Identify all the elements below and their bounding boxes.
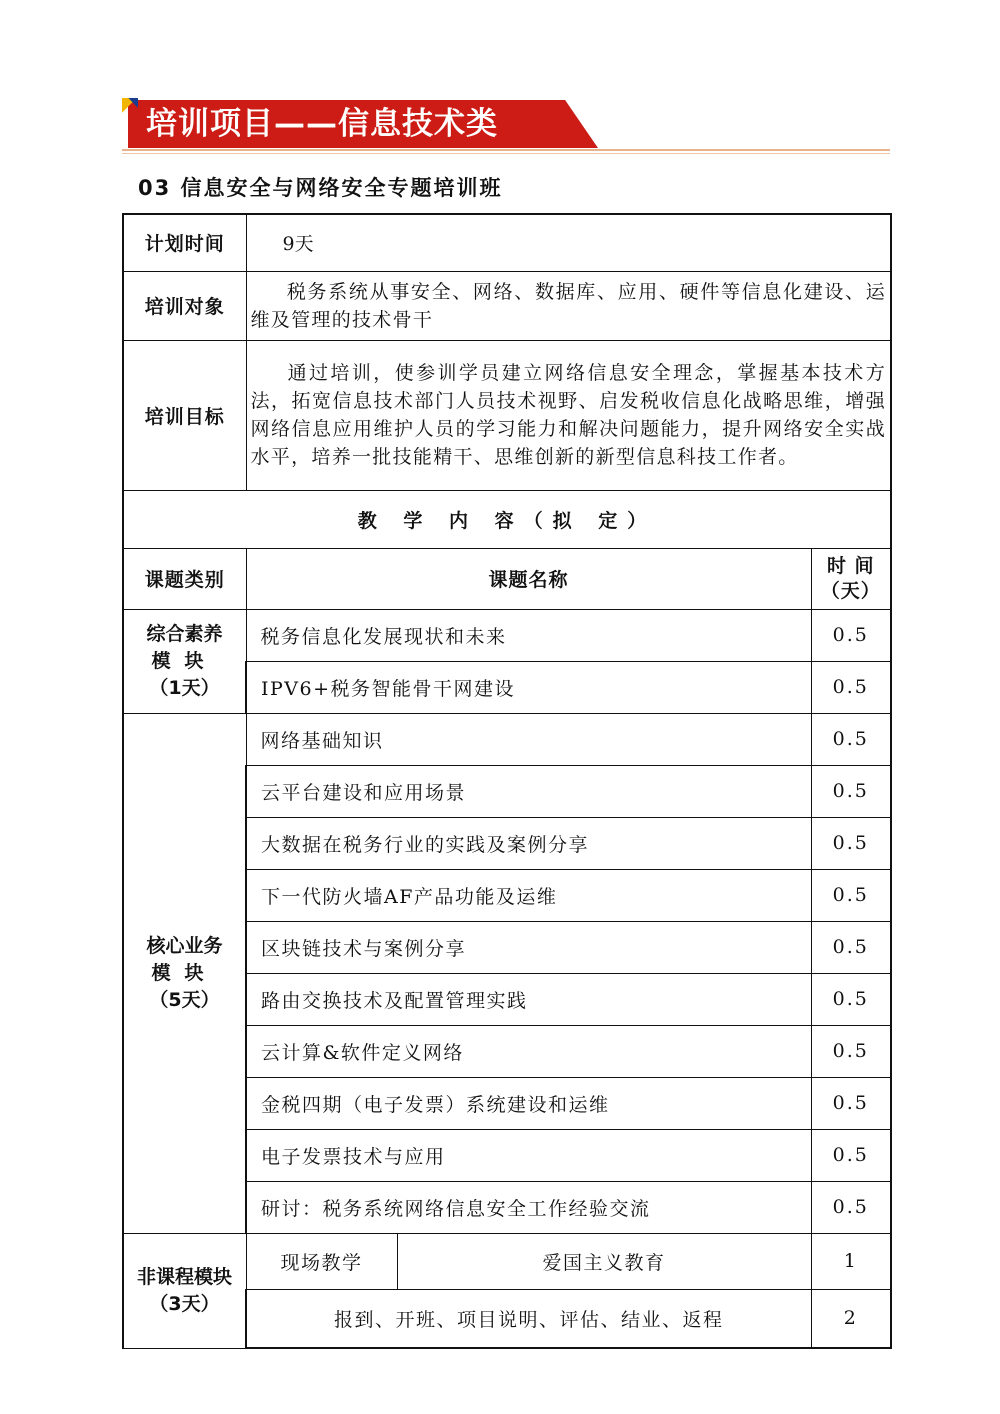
- topic-time: 0.5: [811, 869, 891, 921]
- noncourse-topic-name: 报到、开班、项目说明、评估、结业、返程: [246, 1289, 811, 1348]
- course-title: 03 信息安全与网络安全专题培训班: [138, 176, 503, 200]
- topic-time: 0.5: [811, 921, 891, 973]
- topic-time: 0.5: [811, 1077, 891, 1129]
- module-1-suffix: 模块: [151, 649, 218, 672]
- module-2-category: [123, 713, 246, 1233]
- plan-time-row: [123, 214, 891, 271]
- plan-time-label: 计划时间: [123, 214, 246, 271]
- noncourse-type: 现场教学: [246, 1233, 397, 1289]
- table-row: [123, 713, 891, 765]
- topic-time: 0.5: [811, 817, 891, 869]
- goal-value: 通过培训，使参训学员建立网络信息安全理念，掌握基本技术方法，拓宽信息技术部门人员技术视野、启发税收信息化战略思维，增强网络信息应用维护人员的学习能力和解决问题能力，提升网络安全实战水平，培养一批技能精干、思维创新的新型信息科技工作者。: [250, 362, 887, 468]
- noncourse-topic-time: 1: [811, 1233, 891, 1289]
- column-header-time-line1: 时 间: [826, 554, 875, 577]
- column-header-time: [811, 548, 891, 609]
- target-row: [123, 271, 891, 340]
- banner-title: 培训项目——信息技术类: [146, 106, 498, 142]
- topic-time: 0.5: [811, 1181, 891, 1233]
- noncourse-days: （3天）: [149, 1292, 220, 1315]
- topic-time: 0.5: [811, 713, 891, 765]
- column-header-time-line2: （天）: [820, 579, 881, 602]
- course-table: [122, 213, 892, 1349]
- column-header-name: 课题名称: [246, 548, 811, 609]
- column-header-category: 课题类别: [123, 548, 246, 609]
- topic-time: 0.5: [811, 1025, 891, 1077]
- banner-underline: [122, 149, 890, 151]
- topic-name: 区块链技术与案例分享: [246, 921, 811, 973]
- section-row: [123, 490, 891, 548]
- noncourse-name: 非课程模块: [136, 1265, 232, 1288]
- module-1-category: [123, 609, 246, 713]
- topic-name: 路由交换技术及配置管理实践: [246, 973, 811, 1025]
- goal-label: 培训目标: [123, 340, 246, 490]
- section-banner: [122, 98, 890, 158]
- topic-name: 税务信息化发展现状和未来: [246, 609, 811, 661]
- topic-name: 云计算&软件定义网络: [246, 1025, 811, 1077]
- goal-row: [123, 340, 891, 490]
- noncourse-category: [123, 1233, 246, 1348]
- module-1-name: 综合素养: [146, 622, 223, 645]
- topic-name: 网络基础知识: [246, 713, 811, 765]
- topic-time: 0.5: [811, 1129, 891, 1181]
- topic-time: 0.5: [811, 765, 891, 817]
- section-title: 教 学 内 容（拟 定）: [123, 490, 891, 548]
- topic-name: 电子发票技术与应用: [246, 1129, 811, 1181]
- target-label: 培训对象: [123, 271, 246, 340]
- banner-underline-thin: [122, 153, 890, 154]
- plan-time-value: 9天: [246, 214, 891, 271]
- noncourse-topic-name: 爱国主义教育: [397, 1233, 811, 1289]
- topic-name: 研讨：税务系统网络信息安全工作经验交流: [246, 1181, 811, 1233]
- table-row: [123, 609, 891, 661]
- topic-time: 0.5: [811, 973, 891, 1025]
- target-cell: [246, 271, 891, 340]
- topic-time: 0.5: [811, 661, 891, 713]
- noncourse-topic-time: 2: [811, 1289, 891, 1348]
- target-value: 税务系统从事安全、网络、数据库、应用、硬件等信息化建设、运维及管理的技术骨干: [250, 280, 887, 331]
- table-row: [123, 1233, 891, 1289]
- topic-name: IPV6+税务智能骨干网建设: [246, 661, 811, 713]
- module-2-suffix: 模块: [151, 961, 218, 984]
- topic-name: 云平台建设和应用场景: [246, 765, 811, 817]
- topic-name: 金税四期（电子发票）系统建设和运维: [246, 1077, 811, 1129]
- header-row: [123, 548, 891, 609]
- module-2-days: （5天）: [149, 988, 220, 1011]
- topic-name: 下一代防火墙AF产品功能及运维: [246, 869, 811, 921]
- module-1-days: （1天）: [149, 676, 220, 699]
- goal-cell: [246, 340, 891, 490]
- topic-name: 大数据在税务行业的实践及案例分享: [246, 817, 811, 869]
- module-2-name: 核心业务: [146, 934, 223, 957]
- topic-time: 0.5: [811, 609, 891, 661]
